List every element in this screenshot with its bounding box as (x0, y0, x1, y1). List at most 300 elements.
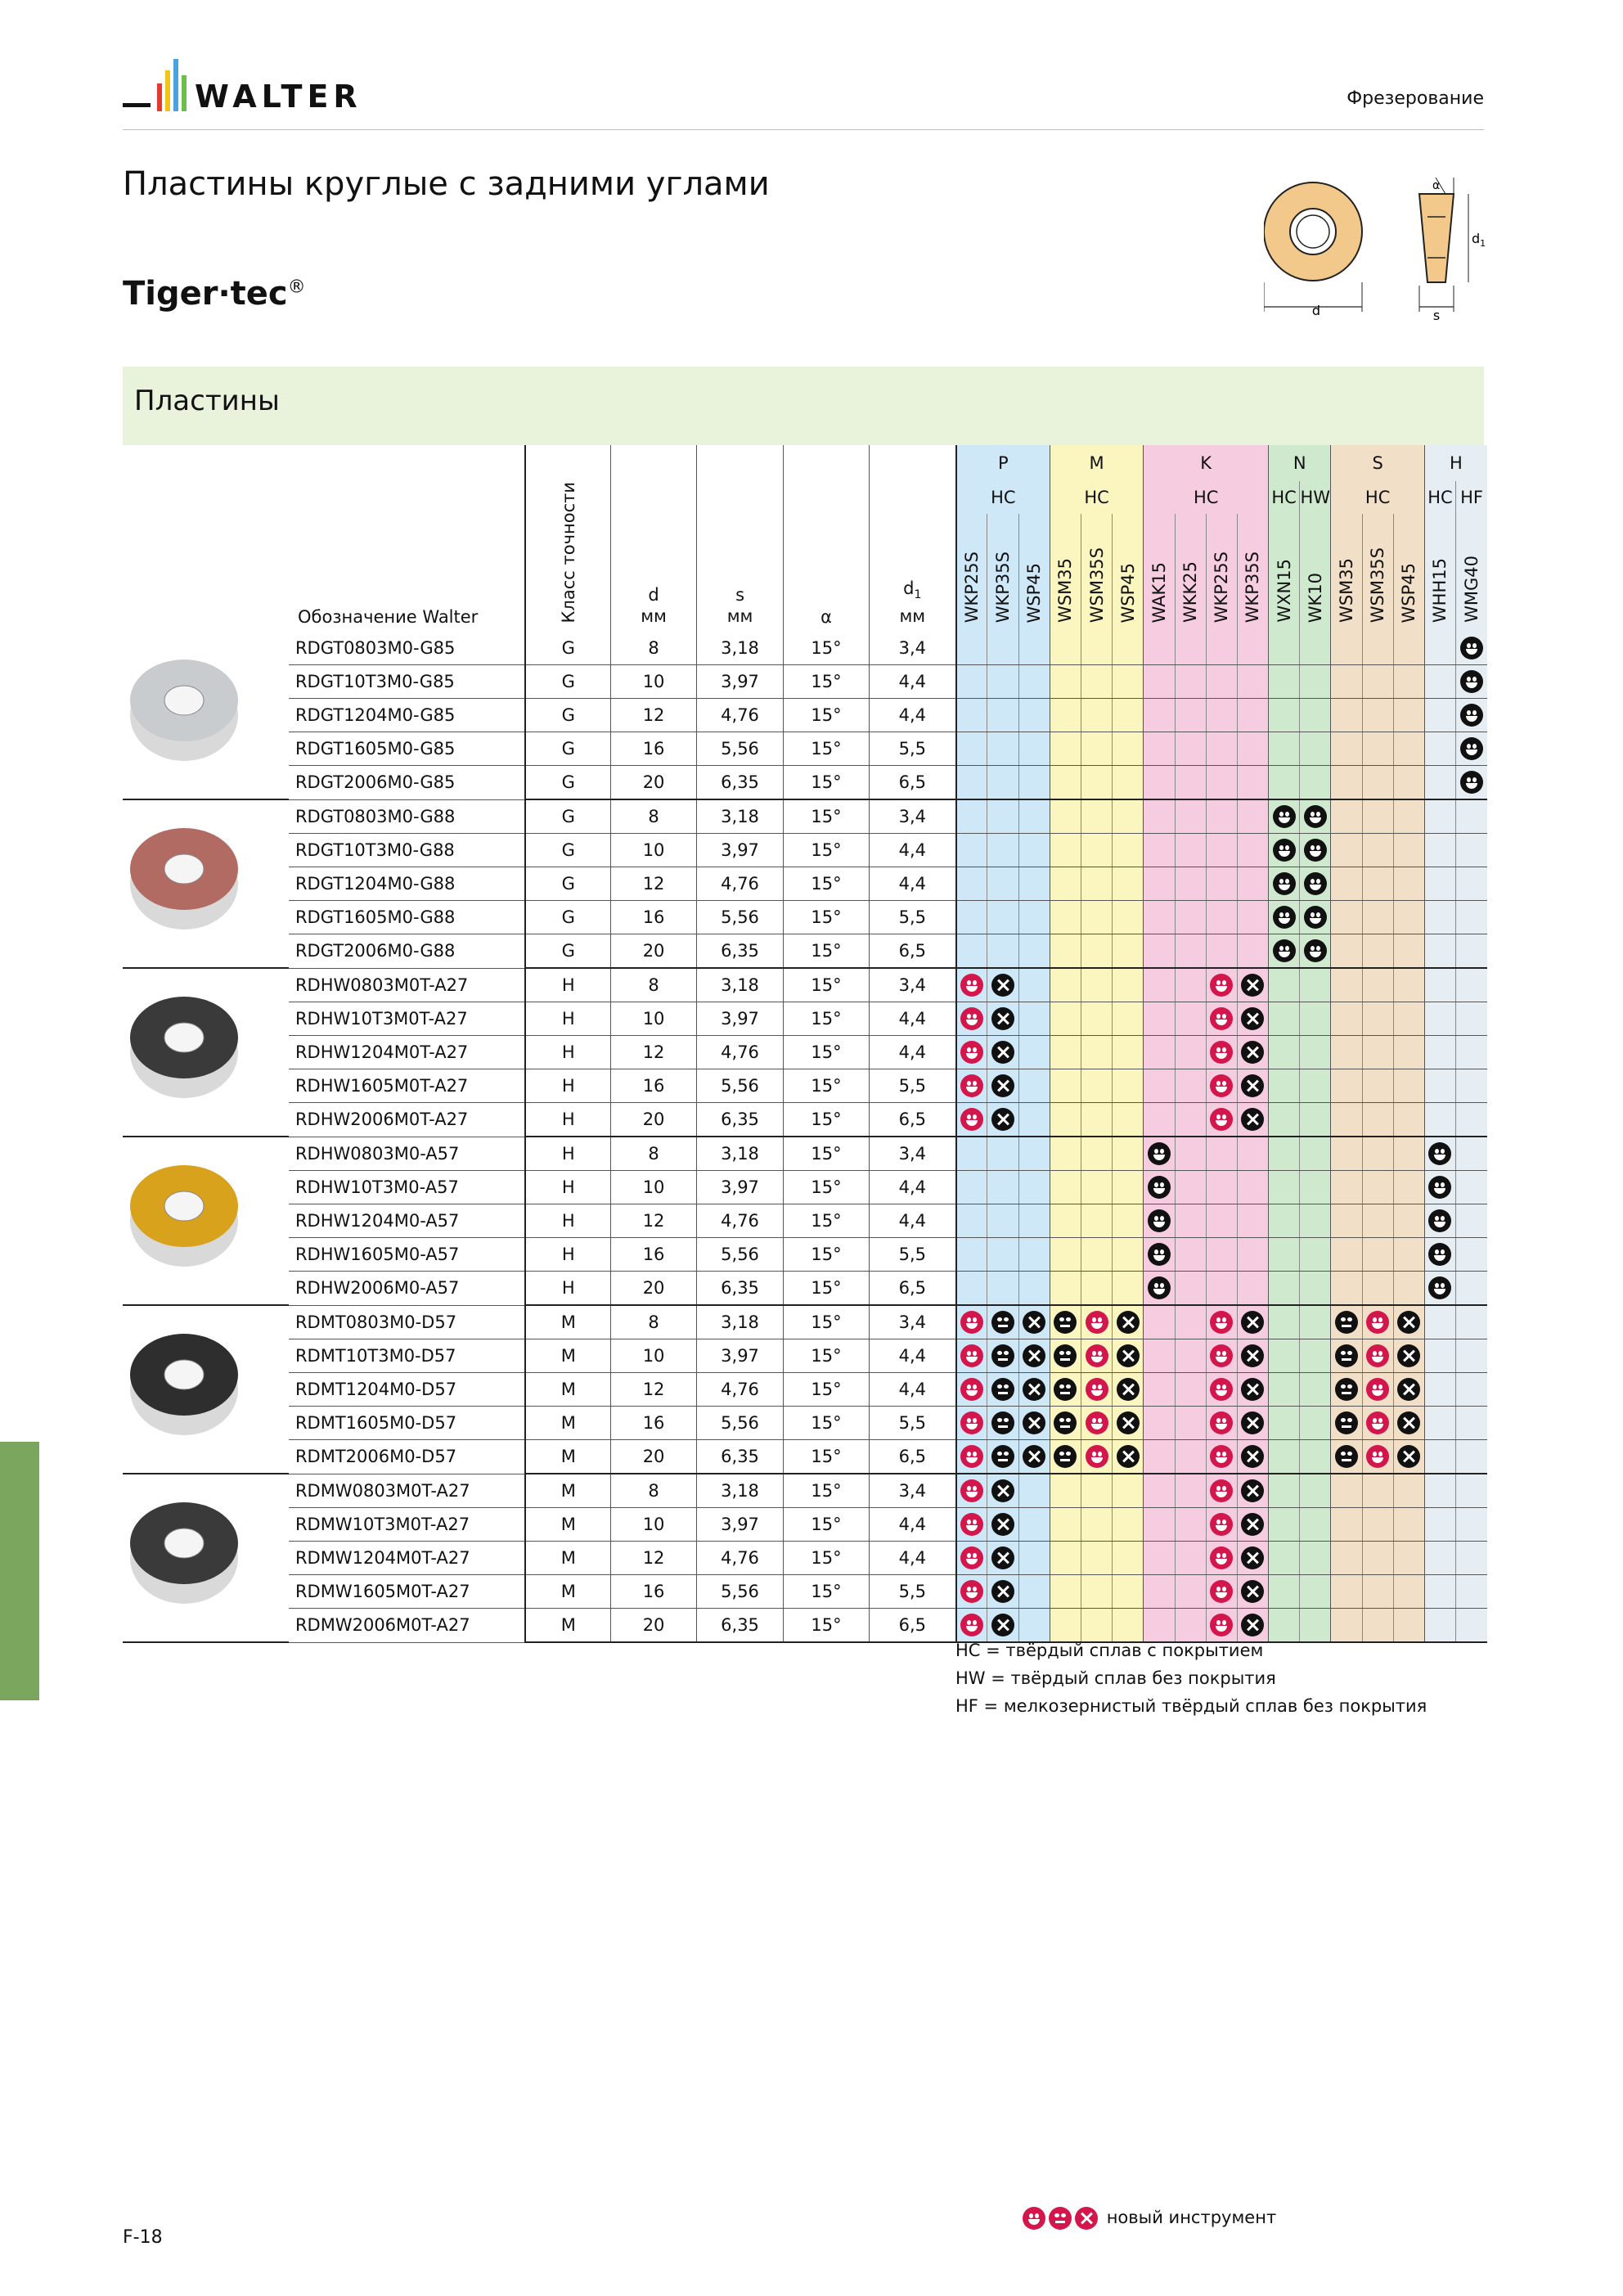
cell-d1: 5,5 (869, 1238, 956, 1272)
rating-cell (1331, 1069, 1362, 1103)
rating-cell (1206, 1238, 1237, 1272)
rating-cell (1050, 766, 1081, 800)
rating-cell (1300, 1339, 1331, 1373)
cell-d1: 3,4 (869, 1137, 956, 1171)
subgroup-M-hc: HC (1050, 481, 1144, 514)
smiley-cross-icon (1241, 1479, 1264, 1502)
rating-cell (1456, 1373, 1487, 1407)
cell-tolerance: G (525, 901, 610, 934)
rating-cell (1269, 732, 1300, 766)
smiley-neutral-icon (991, 1445, 1014, 1468)
rating-cell (1300, 1373, 1331, 1407)
rating-cell (1113, 1171, 1144, 1204)
smiley-icon (1210, 1614, 1233, 1636)
smiley-cross-icon (1023, 1411, 1045, 1434)
rating-cell (987, 766, 1018, 800)
rating-cell (1300, 1508, 1331, 1542)
rating-cell (1456, 934, 1487, 969)
table-row (123, 1103, 1487, 1137)
rating-cell (1050, 1103, 1081, 1137)
rating-cell (1113, 968, 1144, 1002)
rating-cell (1300, 1002, 1331, 1036)
rating-cell (1362, 867, 1393, 901)
rating-cell (1050, 665, 1081, 699)
rating-cell (1424, 1305, 1455, 1339)
rating-cell (1331, 1204, 1362, 1238)
cell-alpha: 15° (784, 1204, 869, 1238)
rating-cell (1393, 1508, 1424, 1542)
smiley-neutral-red-icon (1049, 2207, 1072, 2230)
rating-cell (1018, 1238, 1050, 1272)
smiley-cross-icon (1241, 1513, 1264, 1536)
cell-tolerance: M (525, 1474, 610, 1508)
rating-cell (1456, 1474, 1487, 1508)
rating-cell (1206, 1171, 1237, 1204)
rating-cell (1237, 1272, 1268, 1306)
rating-cell (1393, 1542, 1424, 1575)
rating-cell (1206, 834, 1237, 867)
rating-cell (1175, 1238, 1206, 1272)
smiley-icon (1148, 1176, 1171, 1199)
rating-cell (1113, 799, 1144, 834)
legend-hf: HF = мелкозернистый твёрдый сплав без покрытия (955, 1696, 1427, 1716)
cell-d: 12 (611, 1373, 696, 1407)
page-number: F-18 (123, 2227, 163, 2248)
section-bar-title: Пластины (134, 385, 280, 417)
rating-cell (1269, 1407, 1300, 1440)
cell-tolerance: G (525, 732, 610, 766)
rating-cell (1331, 867, 1362, 901)
rating-cell (1269, 1036, 1300, 1069)
rating-cell (1300, 1171, 1331, 1204)
cell-tolerance: G (525, 799, 610, 834)
cell-s: 6,35 (696, 1272, 784, 1306)
rating-cell (1269, 632, 1300, 665)
table-row (123, 799, 1487, 834)
rating-cell (956, 968, 987, 1002)
group-S: S (1331, 445, 1425, 481)
rating-cell (1018, 1069, 1050, 1103)
rating-cell (1018, 1575, 1050, 1609)
rating-cell (1175, 1103, 1206, 1137)
section-label: Фрезерование (1347, 88, 1484, 109)
cell-d: 20 (611, 1440, 696, 1474)
cell-alpha: 15° (784, 1474, 869, 1508)
rating-cell (1456, 732, 1487, 766)
rating-cell (987, 632, 1018, 665)
cell-d: 10 (611, 1171, 696, 1204)
cell-code: RDGT0803M0-G88 (289, 799, 525, 834)
cell-d1: 4,4 (869, 699, 956, 732)
rating-cell (1269, 1542, 1300, 1575)
cell-code: RDGT1605M0-G88 (289, 901, 525, 934)
smiley-icon (1086, 1445, 1108, 1468)
smiley-icon (1366, 1378, 1389, 1401)
cell-s: 3,97 (696, 1339, 784, 1373)
smiley-icon (1148, 1142, 1171, 1165)
smiley-cross-icon (1241, 1344, 1264, 1367)
rating-cell (1144, 1069, 1175, 1103)
diagram-label-d: d (1311, 303, 1321, 318)
rating-cell (1393, 1171, 1424, 1204)
rating-cell (1144, 1440, 1175, 1474)
rating-cell (1081, 1137, 1112, 1171)
cell-s: 3,18 (696, 968, 784, 1002)
rating-cell (1206, 1575, 1237, 1609)
cell-code: RDGT1204M0-G85 (289, 699, 525, 732)
smiley-cross-icon (1397, 1445, 1420, 1468)
rating-cell (1331, 1272, 1362, 1306)
rating-cell (1456, 1204, 1487, 1238)
cell-s: 3,97 (696, 834, 784, 867)
cell-d: 20 (611, 766, 696, 800)
cell-s: 4,76 (696, 1036, 784, 1069)
rating-cell (1050, 632, 1081, 665)
smiley-icon (1210, 1479, 1233, 1502)
rating-cell (1237, 1575, 1268, 1609)
rating-cell (1206, 867, 1237, 901)
rating-cell (1237, 799, 1268, 834)
smiley-cross-icon (1023, 1344, 1045, 1367)
cell-d: 12 (611, 1036, 696, 1069)
rating-cell (1269, 1103, 1300, 1137)
col-alpha-header: α (784, 445, 869, 632)
smiley-cross-icon (1397, 1411, 1420, 1434)
cell-alpha: 15° (784, 1542, 869, 1575)
cell-d1: 4,4 (869, 1002, 956, 1036)
rating-cell (1393, 1373, 1424, 1407)
smiley-neutral-icon (1054, 1378, 1077, 1401)
rating-cell (1175, 665, 1206, 699)
rating-cell (1393, 901, 1424, 934)
cell-s: 6,35 (696, 1440, 784, 1474)
rating-cell (1144, 1036, 1175, 1069)
rating-cell (1300, 1238, 1331, 1272)
rating-cell (1081, 1103, 1112, 1137)
rating-cell (1050, 1069, 1081, 1103)
smiley-cross-icon (1023, 1311, 1045, 1334)
cell-d: 8 (611, 1305, 696, 1339)
cell-alpha: 15° (784, 799, 869, 834)
rating-cell (1081, 867, 1112, 901)
grade-header-wkp35s: WKP35S (987, 514, 1018, 632)
legend (955, 1636, 1427, 1720)
grade-header-wkp25s: WKP25S (1206, 514, 1237, 632)
smiley-cross-icon (991, 1007, 1014, 1030)
rating-cell (1456, 1440, 1487, 1474)
cell-alpha: 15° (784, 1609, 869, 1643)
rating-cell (1081, 699, 1112, 732)
rating-cell (1237, 1407, 1268, 1440)
rating-cell (1237, 1137, 1268, 1171)
rating-cell (987, 1575, 1018, 1609)
smiley-icon (1428, 1276, 1451, 1299)
rating-cell (1300, 1103, 1331, 1137)
rating-cell (1300, 1272, 1331, 1306)
cell-code: RDHW10T3M0-A57 (289, 1171, 525, 1204)
rating-cell (1300, 1407, 1331, 1440)
cell-s: 5,56 (696, 1407, 784, 1440)
rating-cell (1175, 934, 1206, 969)
grade-header-wsp45: WSP45 (1018, 514, 1050, 632)
cell-s: 3,18 (696, 1137, 784, 1171)
rating-cell (987, 1036, 1018, 1069)
rating-cell (1269, 1002, 1300, 1036)
walter-logo (123, 59, 401, 116)
smiley-icon (1086, 1378, 1108, 1401)
smiley-icon (1086, 1411, 1108, 1434)
rating-cell (1424, 1373, 1455, 1407)
rating-cell (956, 1272, 987, 1306)
rating-cell (1206, 766, 1237, 800)
rating-cell (1393, 1002, 1424, 1036)
smiley-cross-icon (1241, 1108, 1264, 1131)
rating-cell (1113, 766, 1144, 800)
cell-d: 12 (611, 699, 696, 732)
rating-cell (1050, 1542, 1081, 1575)
rating-cell (987, 1339, 1018, 1373)
rating-cell (1237, 1474, 1268, 1508)
insert-g85-image (123, 632, 289, 799)
page-title: Пластины круглые с задними углами (123, 165, 770, 203)
diagram-label-alpha: α (1432, 179, 1441, 192)
cell-alpha: 15° (784, 934, 869, 969)
rating-cell (1362, 934, 1393, 969)
smiley-icon (1366, 1445, 1389, 1468)
rating-cell (956, 1542, 987, 1575)
cell-s: 6,35 (696, 934, 784, 969)
smiley-red-icon (1023, 2207, 1045, 2230)
cell-tolerance: H (525, 1204, 610, 1238)
rating-cell (1144, 834, 1175, 867)
rating-cell (987, 1542, 1018, 1575)
smiley-cross-icon (1241, 1546, 1264, 1569)
rating-cell (1144, 1204, 1175, 1238)
rating-cell (1206, 732, 1237, 766)
rating-cell (1424, 834, 1455, 867)
rating-cell (1300, 1542, 1331, 1575)
rating-cell (1331, 1103, 1362, 1137)
smiley-icon (1148, 1243, 1171, 1266)
table-row (123, 1339, 1487, 1373)
rating-cell (1456, 1508, 1487, 1542)
cell-alpha: 15° (784, 1103, 869, 1137)
cell-code: RDMT1605M0-D57 (289, 1407, 525, 1440)
rating-cell (1081, 665, 1112, 699)
rating-cell (1393, 1339, 1424, 1373)
rating-cell (1081, 1339, 1112, 1373)
table-row (123, 901, 1487, 934)
cell-d1: 5,5 (869, 1069, 956, 1103)
rating-cell (1362, 1238, 1393, 1272)
cell-d1: 5,5 (869, 901, 956, 934)
rating-cell (1018, 1137, 1050, 1171)
rating-cell (1081, 1204, 1112, 1238)
grade-header-wsm35: WSM35 (1331, 514, 1362, 632)
cell-tolerance: H (525, 1036, 610, 1069)
rating-cell (1362, 799, 1393, 834)
rating-cell (1050, 1407, 1081, 1440)
insert-a27-image (123, 968, 289, 1137)
cell-d1: 4,4 (869, 1508, 956, 1542)
table-row (123, 867, 1487, 901)
smiley-neutral-icon (1335, 1378, 1358, 1401)
subgroup-H-hf: HF (1456, 481, 1487, 514)
cell-d: 8 (611, 1137, 696, 1171)
smiley-cross-icon (1117, 1411, 1140, 1434)
rating-cell (1362, 699, 1393, 732)
rating-cell (1424, 1407, 1455, 1440)
cell-d: 20 (611, 1103, 696, 1137)
cell-tolerance: G (525, 665, 610, 699)
rating-cell (987, 968, 1018, 1002)
rating-cell (1393, 1272, 1424, 1306)
rating-cell (1269, 1339, 1300, 1373)
rating-cell (1206, 1542, 1237, 1575)
rating-cell (1113, 732, 1144, 766)
rating-cell (1113, 665, 1144, 699)
smiley-cross-icon (991, 1041, 1014, 1064)
rating-cell (1050, 1137, 1081, 1171)
rating-cell (1206, 968, 1237, 1002)
smiley-cross-icon (991, 1074, 1014, 1097)
cell-d1: 4,4 (869, 1036, 956, 1069)
table-row (123, 1171, 1487, 1204)
rating-cell (1206, 934, 1237, 969)
smiley-icon (1304, 872, 1327, 895)
rating-cell (1113, 632, 1144, 665)
rating-cell (956, 1171, 987, 1204)
rating-cell (1456, 1137, 1487, 1171)
rating-cell (956, 665, 987, 699)
rating-cell (1175, 1575, 1206, 1609)
rating-cell (1018, 1474, 1050, 1508)
rating-cell (1362, 1103, 1393, 1137)
table-row (123, 1204, 1487, 1238)
rating-cell (1424, 1339, 1455, 1373)
grade-header-wsm35: WSM35 (1050, 514, 1081, 632)
cell-code: RDMT2006M0-D57 (289, 1440, 525, 1474)
cell-code: RDMT0803M0-D57 (289, 1305, 525, 1339)
smiley-icon (1210, 974, 1233, 997)
cell-code: RDMW0803M0T-A27 (289, 1474, 525, 1508)
cell-code: RDMW1204M0T-A27 (289, 1542, 525, 1575)
rating-cell (1362, 1171, 1393, 1204)
smiley-icon (1428, 1142, 1451, 1165)
rating-cell (1456, 699, 1487, 732)
rating-cell (987, 799, 1018, 834)
rating-cell (1018, 1036, 1050, 1069)
cell-s: 4,76 (696, 867, 784, 901)
rating-cell (1081, 1272, 1112, 1306)
cell-code: RDGT2006M0-G88 (289, 934, 525, 969)
rating-cell (1424, 665, 1455, 699)
rating-cell (1175, 632, 1206, 665)
rating-cell (1269, 1575, 1300, 1609)
rating-cell (1018, 1440, 1050, 1474)
cell-s: 3,18 (696, 799, 784, 834)
rating-cell (1300, 934, 1331, 969)
smiley-cross-icon (1023, 1378, 1045, 1401)
rating-cell (1331, 1474, 1362, 1508)
smiley-icon (1273, 805, 1296, 828)
smiley-icon (1210, 1074, 1233, 1097)
smiley-icon (960, 1411, 983, 1434)
rating-cell (1144, 1508, 1175, 1542)
table-row (123, 834, 1487, 867)
rating-cell (1393, 1137, 1424, 1171)
table-row (123, 1440, 1487, 1474)
rating-cell (987, 699, 1018, 732)
rating-cell (1113, 1204, 1144, 1238)
cell-tolerance: M (525, 1609, 610, 1643)
insert-g88-image (123, 799, 289, 968)
rating-cell (956, 834, 987, 867)
cell-alpha: 15° (784, 1137, 869, 1171)
rating-cell (956, 1103, 987, 1137)
rating-cell (1206, 1474, 1237, 1508)
rating-cell (1113, 867, 1144, 901)
rating-cell (1424, 632, 1455, 665)
rating-cell (1331, 1305, 1362, 1339)
rating-cell (956, 1204, 987, 1238)
cell-d1: 6,5 (869, 1272, 956, 1306)
rating-cell (1206, 699, 1237, 732)
smiley-cross-icon (1241, 1041, 1264, 1064)
smiley-cross-icon (1023, 1445, 1045, 1468)
grade-header-wsp45: WSP45 (1113, 514, 1144, 632)
rating-cell (1113, 1103, 1144, 1137)
rating-cell (1237, 1069, 1268, 1103)
rating-cell (1424, 1002, 1455, 1036)
rating-cell (1206, 901, 1237, 934)
rating-cell (1331, 1036, 1362, 1069)
rating-cell (1393, 934, 1424, 969)
rating-cell (1144, 799, 1175, 834)
table-row (123, 1407, 1487, 1440)
cell-d1: 6,5 (869, 1609, 956, 1643)
smiley-icon (1428, 1209, 1451, 1232)
rating-cell (1206, 1407, 1237, 1440)
cell-code: RDHW2006M0T-A27 (289, 1103, 525, 1137)
rating-cell (956, 1002, 987, 1036)
cell-tolerance: M (525, 1373, 610, 1407)
table-row (123, 632, 1487, 665)
rating-cell (1269, 901, 1300, 934)
cell-d: 8 (611, 1474, 696, 1508)
grade-header-wkp25s: WKP25S (956, 514, 987, 632)
rating-cell (1144, 1474, 1175, 1508)
rating-cell (1331, 1373, 1362, 1407)
cell-s: 3,97 (696, 1508, 784, 1542)
rating-cell (1331, 901, 1362, 934)
rating-cell (1237, 699, 1268, 732)
rating-cell (1456, 1171, 1487, 1204)
smiley-icon (960, 1614, 983, 1636)
rating-cell (1144, 1305, 1175, 1339)
cell-s: 4,76 (696, 1542, 784, 1575)
rating-cell (1424, 934, 1455, 969)
rating-cell (1424, 766, 1455, 800)
cell-d: 10 (611, 834, 696, 867)
rating-cell (1206, 1103, 1237, 1137)
logo-wordmark: WALTER (195, 79, 362, 115)
rating-cell (1018, 1002, 1050, 1036)
rating-cell (1206, 1373, 1237, 1407)
rating-cell (1206, 1002, 1237, 1036)
smiley-neutral-icon (991, 1344, 1014, 1367)
rating-cell (1018, 1305, 1050, 1339)
